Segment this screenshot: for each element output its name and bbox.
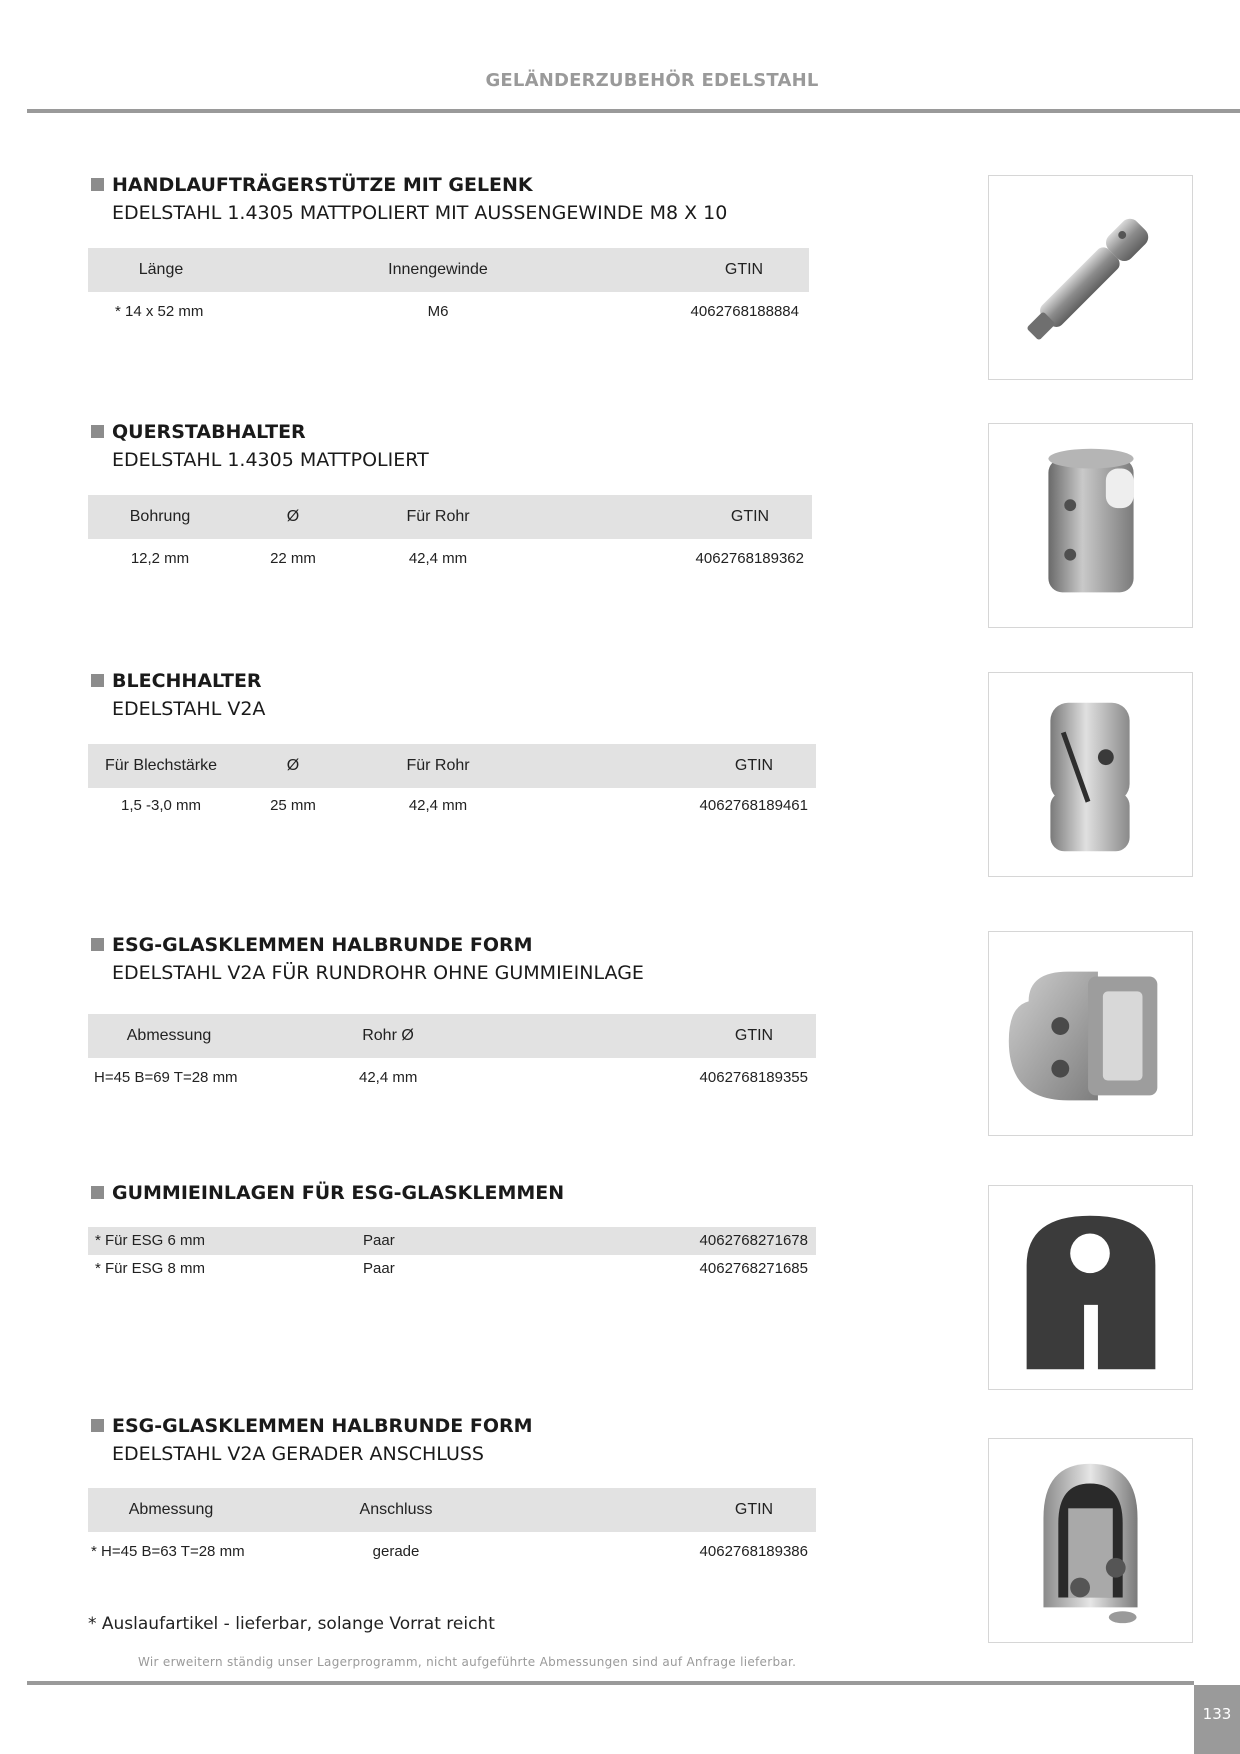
table-cell: Paar — [363, 1232, 395, 1249]
column-header: Abmessung — [128, 1501, 214, 1518]
table-header — [88, 1488, 816, 1532]
table-header — [88, 248, 809, 292]
table-cell: 12,2 mm — [130, 550, 190, 567]
column-header: GTIN — [730, 508, 770, 525]
header-divider — [27, 109, 1240, 113]
table-cell: H=45 B=69 T=28 mm — [94, 1069, 238, 1086]
handrail-support-joint-icon — [989, 176, 1192, 379]
square-bullet-icon — [91, 178, 104, 191]
footer-divider — [27, 1681, 1194, 1685]
table-row — [88, 1255, 816, 1283]
section-title: HANDLAUFTRÄGERSTÜTZE MIT GELENK — [88, 172, 727, 198]
column-header: Ø — [286, 508, 300, 525]
table-cell: * Für ESG 6 mm — [95, 1232, 206, 1249]
product-photo-crossbar-holder — [988, 423, 1193, 628]
section-subtitle: EDELSTAHL 1.4305 MATTPOLIERT — [112, 449, 429, 471]
table-cell: * Für ESG 8 mm — [95, 1260, 206, 1277]
column-header: GTIN — [734, 757, 774, 774]
table-cell: 22 mm — [270, 550, 316, 567]
table-cell: 25 mm — [270, 797, 316, 814]
square-bullet-icon — [91, 1419, 104, 1432]
table-cell-gtin: 4062768189362 — [695, 550, 804, 567]
table-cell: 42,4 mm — [359, 1069, 418, 1086]
table-cell: 42,4 mm — [408, 550, 468, 567]
product-photo-glass-clamp-straight — [988, 1438, 1193, 1643]
product-table — [88, 1014, 816, 1093]
product-photo-handrail-support — [988, 175, 1193, 380]
product-table — [88, 744, 816, 821]
product-photo-sheet-holder — [988, 672, 1193, 877]
section-subtitle: EDELSTAHL V2A — [112, 698, 266, 720]
column-header: Länge — [138, 261, 184, 278]
column-header: Innengewinde — [388, 261, 488, 278]
table-cell-gtin: 4062768271685 — [699, 1260, 808, 1277]
table-row — [88, 791, 816, 821]
product-table — [88, 1227, 816, 1283]
table-cell-gtin: 4062768189355 — [699, 1069, 808, 1086]
product-section-crossbar-holder — [88, 419, 804, 567]
page-header-title: GELÄNDERZUBEHÖR EDELSTAHL — [485, 70, 819, 91]
column-header: Für Rohr — [406, 757, 470, 774]
section-title: ESG-GLASKLEMMEN HALBRUNDE FORM — [88, 932, 644, 958]
column-header: Für Rohr — [406, 508, 470, 525]
square-bullet-icon — [91, 425, 104, 438]
square-bullet-icon — [91, 674, 104, 687]
table-cell-gtin: 4062768189386 — [699, 1543, 808, 1560]
table-cell-gtin: 4062768189461 — [699, 797, 808, 814]
product-photo-glass-clamp-round — [988, 931, 1193, 1136]
section-subtitle: EDELSTAHL V2A FÜR RUNDROHR OHNE GUMMIEINLAGE — [112, 962, 644, 984]
table-row — [88, 544, 812, 574]
section-title: QUERSTABHALTER — [88, 419, 429, 445]
table-row — [88, 297, 809, 327]
column-header: GTIN — [734, 1027, 774, 1044]
sheet-holder-icon — [989, 673, 1192, 876]
section-subtitle: EDELSTAHL 1.4305 MATTPOLIERT MIT AUSSENGEWINDE M8 X 10 — [112, 202, 728, 224]
table-cell: M6 — [427, 303, 449, 320]
product-section-glass-clamp-round — [88, 932, 808, 1086]
product-section-glass-clamp-straight — [88, 1413, 808, 1560]
section-title: BLECHHALTER — [88, 668, 265, 694]
column-header: GTIN — [734, 1501, 774, 1518]
discontinued-footnote: * Auslaufartikel - lieferbar, solange Vorrat reicht — [88, 1614, 495, 1634]
section-subtitle: EDELSTAHL V2A GERADER ANSCHLUSS — [112, 1443, 484, 1465]
column-header: Bohrung — [129, 508, 191, 525]
section-title: ESG-GLASKLEMMEN HALBRUNDE FORM — [88, 1413, 533, 1439]
table-cell: gerade — [372, 1543, 420, 1560]
table-cell-gtin: 4062768271678 — [699, 1232, 808, 1249]
page-number: 133 — [1194, 1685, 1240, 1754]
crossbar-holder-icon — [989, 424, 1192, 627]
column-header: Abmessung — [126, 1027, 212, 1044]
glass-clamp-straight-icon — [989, 1439, 1192, 1642]
table-header — [88, 1014, 816, 1058]
section-title: GUMMIEINLAGEN FÜR ESG-GLASKLEMMEN — [88, 1180, 564, 1206]
table-cell: * 14 x 52 mm — [115, 303, 204, 320]
glass-clamp-round-icon — [989, 932, 1192, 1135]
column-header: Für Blechstärke — [104, 757, 218, 774]
column-header: GTIN — [724, 261, 764, 278]
product-section-sheet-holder — [88, 668, 808, 814]
column-header: Rohr Ø — [362, 1027, 414, 1044]
table-row — [88, 1537, 816, 1567]
product-section-handrail-support — [88, 172, 799, 320]
table-header — [88, 744, 816, 788]
product-section-rubber-inserts — [88, 1180, 808, 1277]
product-table — [88, 495, 812, 574]
product-table — [88, 1488, 816, 1567]
assortment-note: Wir erweitern ständig unser Lagerprogramm, nicht aufgeführte Abmessungen sind auf Anfrage lieferbar. — [138, 1655, 797, 1669]
table-cell: * H=45 B=63 T=28 mm — [91, 1543, 245, 1560]
product-photo-rubber-insert — [988, 1185, 1193, 1390]
column-header: Ø — [286, 757, 300, 774]
column-header: Anschluss — [359, 1501, 433, 1518]
table-cell: 1,5 -3,0 mm — [120, 797, 202, 814]
square-bullet-icon — [91, 1186, 104, 1199]
table-cell: 42,4 mm — [408, 797, 468, 814]
table-header — [88, 495, 812, 539]
table-cell: Paar — [363, 1260, 395, 1277]
square-bullet-icon — [91, 938, 104, 951]
table-row — [88, 1227, 816, 1255]
product-table — [88, 248, 809, 327]
table-cell-gtin: 4062768188884 — [690, 303, 799, 320]
rubber-insert-icon — [989, 1186, 1192, 1389]
table-row — [88, 1063, 816, 1093]
